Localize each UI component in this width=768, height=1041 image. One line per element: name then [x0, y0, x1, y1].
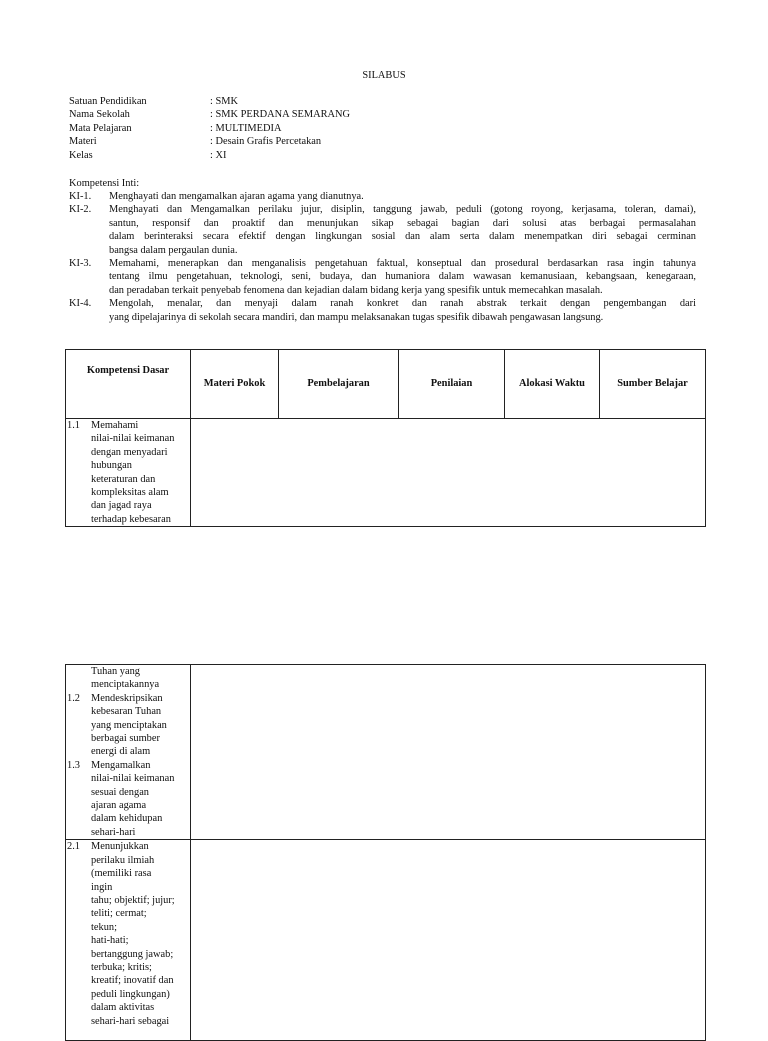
kd-text	[91, 840, 189, 1028]
syllabus-table-page1	[65, 349, 706, 527]
kd-cell	[66, 840, 191, 1041]
kd-number: 1.3	[67, 759, 80, 771]
ki-item	[69, 297, 696, 324]
kd-text-line: dalam kehidupan	[91, 813, 163, 825]
identity-label: Mata Pelajaran	[69, 122, 132, 134]
kd-text-line: Menunjukkan	[91, 841, 149, 853]
kd-item	[66, 840, 190, 1028]
kd-text-line: sehari-hari sebagai	[91, 1015, 170, 1027]
kd-text-line: sehari-hari	[91, 826, 136, 838]
identity-row	[69, 122, 469, 135]
ki-code: KI-1.	[69, 191, 92, 202]
kd-text-line: hati-hati;	[91, 935, 129, 947]
ki-heading: Kompetensi Inti:	[69, 178, 140, 189]
kd-text-line: energi di alam	[91, 746, 151, 758]
kd-item	[66, 665, 190, 692]
ki-text-line: Menghayati dan mengamalkan ajaran agama yang dianutnya.	[109, 191, 364, 202]
identity-value: : XI	[210, 149, 227, 161]
kd-text-line: Tuhan yang	[91, 666, 140, 677]
ki-code: KI-2.	[69, 204, 92, 216]
ki-text-line: santun, responsif dan proaktif dan menunjukan sikap sebagai bagian dari solusi atas berbagai permasalahan	[109, 217, 696, 229]
kd-text-line: kompleksitas alam	[91, 487, 169, 499]
ki-text-line: bangsa dalam pergaulan dunia.	[109, 244, 238, 256]
identity-label: Nama Sekolah	[69, 109, 130, 121]
kd-text-line: Mengamalkan	[91, 759, 151, 771]
ki-text-line: Menghayati dan Mengamalkan perilaku jujur, disiplin, tanggung jawab, peduli (gotong royong, kerjasama, toleran, damai),	[109, 204, 696, 216]
kd-text-line: dengan menyadari	[91, 446, 168, 458]
kd-text-line: keteraturan dan	[91, 473, 156, 485]
kd-text-line: hubungan	[91, 460, 132, 472]
kd-text-line: Mendeskripsikan	[91, 692, 163, 704]
empty-content-cell	[191, 665, 706, 840]
ki-text	[109, 297, 696, 324]
ki-text-line: yang dipelajarinya di sekolah secara mandiri, dan mampu melaksanakan tugas spesifik dibawah pengawasan langsung.	[109, 311, 604, 323]
empty-content-cell	[191, 419, 706, 527]
kd-text-line: kreatif; inovatif dan	[91, 975, 174, 987]
identity-row	[69, 95, 469, 108]
kd-text-line: nilai-nilai keimanan	[91, 433, 175, 445]
header-pembelajaran: Pembelajaran	[279, 350, 399, 419]
kd-text-line: kebesaran Tuhan	[91, 706, 162, 718]
kd-text-line: nilai-nilai keimanan	[91, 773, 175, 785]
kd-text	[91, 692, 189, 759]
ki-code: KI-3.	[69, 258, 92, 270]
kd-text-line: tahu; objektif; jujur;	[91, 894, 175, 906]
ki-text-line: Mengolah, menalar, dan menyaji dalam ranah konkret dan ranah abstrak terkait dengan pengembangan dari	[109, 298, 696, 310]
identity-value: : SMK	[210, 96, 239, 107]
ki-code: KI-4.	[69, 298, 92, 310]
kd-text-line: yang menciptakan	[91, 719, 167, 731]
kd-text-line: menciptakannya	[91, 679, 160, 691]
kd-text-line: bertanggung jawab;	[91, 948, 174, 960]
table-row	[66, 665, 706, 840]
identity-label: Satuan Pendidikan	[69, 96, 147, 107]
identity-label: Kelas	[69, 149, 93, 161]
kd-text-line: perilaku ilmiah	[91, 854, 155, 866]
ki-text	[109, 203, 696, 257]
kd-text-line: Memahami	[91, 420, 139, 431]
kd-text-line: sesuai dengan	[91, 786, 149, 798]
table-row	[66, 419, 706, 527]
kd-number: 1.2	[67, 692, 80, 704]
table-header-row	[66, 350, 706, 419]
syllabus-table-page2	[65, 664, 706, 1041]
kd-item	[66, 759, 190, 839]
identity-label: Materi	[69, 136, 97, 148]
kompetensi-inti-list	[69, 190, 696, 324]
identity-row	[69, 108, 469, 121]
kd-item	[66, 419, 190, 526]
identity-value: : SMK PERDANA SEMARANG	[210, 109, 351, 121]
ki-text-line: tentang ilmu pengetahuan, teknologi, seni, budaya, dan humaniora dalam wawasan kemanusiaan, kebangsaan, kenegaraan,	[109, 271, 696, 283]
header-alokasi-waktu: Alokasi Waktu	[505, 350, 600, 419]
document-title: SILABUS	[362, 70, 406, 81]
kd-text-line: berbagai sumber	[91, 733, 160, 745]
identity-row	[69, 135, 469, 148]
kd-text-line: tekun;	[91, 921, 117, 933]
kd-text-line: ajaran agama	[91, 800, 147, 812]
ki-text-line: dalam berinteraksi secara efektif dengan lingkungan sosial dan alam serta dalam menempatkan diri sebagai cerminan	[109, 231, 696, 243]
kd-item	[66, 692, 190, 759]
ki-text-line: dan peradaban terkait penyebab fenomena dan kejadian dalam bidang kerja yang spesifik untuk memecahkan masalah.	[109, 284, 603, 296]
kd-text-line: (memiliki rasa	[91, 868, 152, 880]
header-penilaian: Penilaian	[399, 350, 505, 419]
table-row	[66, 840, 706, 1041]
kd-text-line: dalam aktivitas	[91, 1002, 155, 1014]
kd-text-line: peduli lingkungan)	[91, 988, 170, 1000]
identity-block	[69, 95, 469, 162]
identity-value: : MULTIMEDIA	[210, 122, 282, 134]
kd-text-line: dan jagad raya	[91, 500, 152, 512]
ki-item	[69, 203, 696, 257]
kd-number: 1.1	[67, 420, 80, 431]
kd-text	[91, 665, 189, 692]
identity-value: : Desain Grafis Percetakan	[210, 136, 322, 148]
header-kompetensi-dasar: Kompetensi Dasar	[66, 350, 191, 419]
kd-number: 2.1	[67, 841, 80, 853]
ki-text	[109, 257, 696, 297]
header-materi-pokok: Materi Pokok	[191, 350, 279, 419]
empty-content-cell	[191, 840, 706, 1041]
kd-text-line: teliti; cermat;	[91, 908, 147, 920]
kd-number	[66, 665, 91, 692]
kd-text	[91, 419, 189, 526]
kd-cell	[66, 665, 191, 840]
ki-item	[69, 257, 696, 297]
header-sumber-belajar: Sumber Belajar	[600, 350, 706, 419]
ki-text	[109, 190, 696, 203]
ki-item	[69, 190, 696, 203]
kd-text-line: terbuka; kritis;	[91, 961, 152, 973]
ki-text-line: Memahami, menerapkan dan menganalisis pengetahuan faktual, konseptual dan prosedural berdasarkan rasa ingin tahunya	[109, 258, 696, 270]
identity-row	[69, 149, 469, 162]
kd-text-line: terhadap kebesaran	[91, 513, 171, 525]
kd-cell	[66, 419, 191, 527]
kd-text-line: ingin	[91, 881, 113, 893]
kd-text	[91, 759, 189, 839]
